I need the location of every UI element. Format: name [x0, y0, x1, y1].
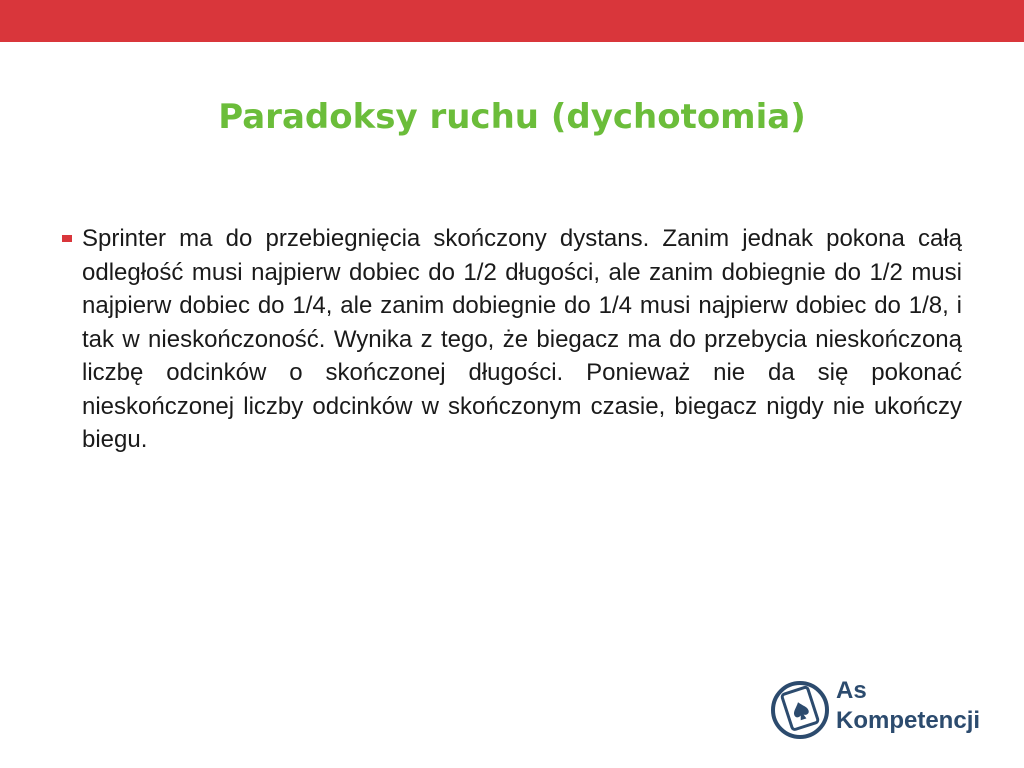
bullet-text: Sprinter ma do przebiegnięcia skończony dystans. Zanim jednak pokona całą odległość musi najpierw dobiec do 1/2 długości, ale zanim dobiegnie do 1/2 musi najpierw dobiec do 1/4, ale zanim dobiegnie do 1/4 musi najpierw dobiec do 1/8, i tak w nieskończoność. Wynika z tego, że biegacz ma do przebycia nieskończoną liczbę odcinków o skończonej długości. Ponieważ nie da się pokonać nieskończonej liczby odcinków w skończonym czasie, biegacz nigdy nie ukończy biegu. [82, 225, 962, 453]
slide-content [62, 222, 962, 457]
logo-text-line1: As [836, 677, 867, 704]
square-bullet-icon [62, 235, 72, 242]
top-accent-bar [0, 0, 1024, 42]
slide-title: Paradoksy ruchu (dychotomia) [218, 97, 806, 137]
logo [770, 672, 998, 744]
logo-text-line2: Kompetencji [836, 707, 981, 734]
bullet-item [62, 222, 962, 457]
spade-card-icon [770, 672, 834, 744]
